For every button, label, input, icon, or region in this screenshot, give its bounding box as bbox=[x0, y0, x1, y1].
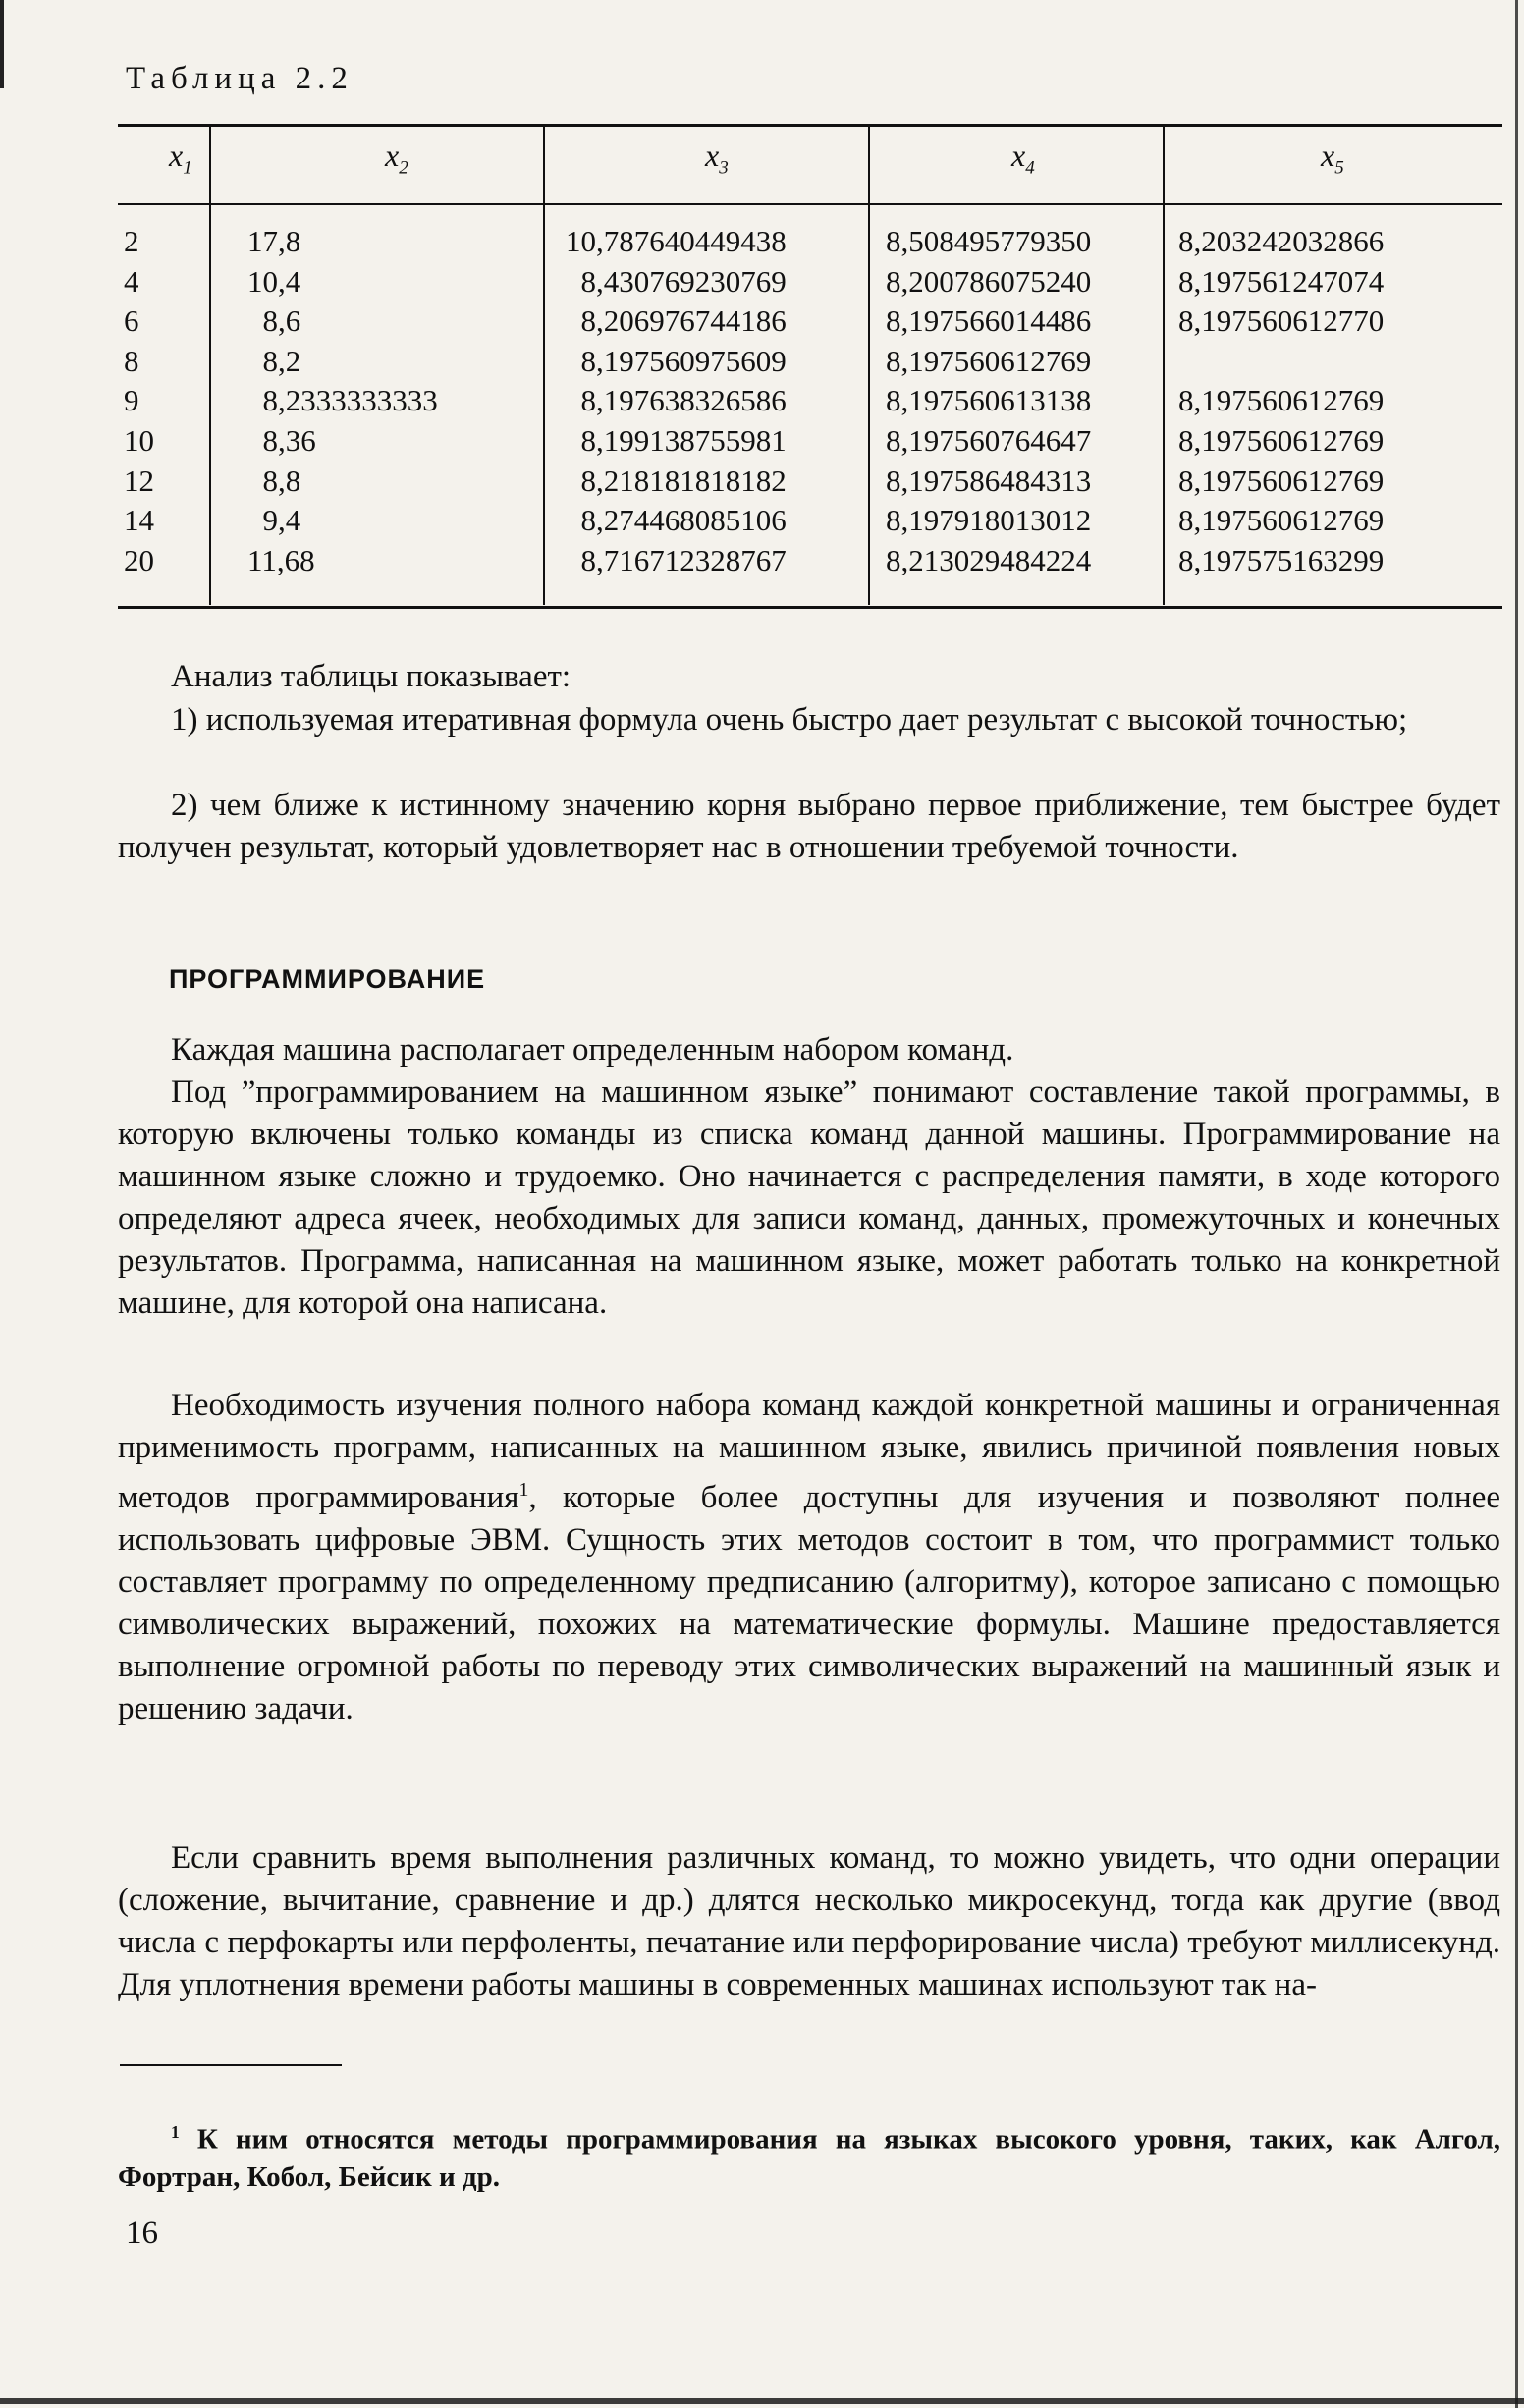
paragraph-2: Под ”программированием на машинном языке” понимают составление такой программы, в которую включены только команды из списка команд данной машины. Программирование на машинном языке сложно и трудоемко. Оно начинается с распределения памяти, в ходе которого определяют адреса ячеек, необходимых для записи команд, данных, промежуточных и конечных результатов. Программа, написанная на машинном языке, может работать только на конкретной машине, для которой она написана. bbox=[118, 1074, 1500, 1321]
table-header-x2: $x_2$ bbox=[385, 137, 408, 179]
table-header-x5: $x_5$ bbox=[1321, 137, 1344, 179]
table-header-x3: $x_3$ bbox=[705, 137, 729, 179]
table-column-divider bbox=[543, 126, 545, 605]
table-column-x4: 8,508495779350 8,200786075240 8,197566014486 8,197560612769 8,197560613138 8,197560764647 8,197586484313 8,197918013012 8,213029484224 bbox=[886, 224, 1092, 577]
table-header-x4: $x_4$ bbox=[1011, 137, 1035, 179]
scan-edge-right bbox=[1515, 0, 1518, 2408]
scan-edge-left bbox=[0, 0, 4, 88]
page-number: 16 bbox=[126, 2216, 158, 2251]
paragraph-4: Если сравнить время выполнения различных команд, то можно увидеть, что одни операции (сложение, вычитание, сравнение и др.) длятся несколько микросекунд, тогда как другие (ввод числа с перфокарты или перфоленты, печатание или перфорирование числа) требуют миллисекунд. Для уплотнения времени работы машины в современных машинах используют так на- bbox=[118, 1840, 1500, 2002]
analysis-item-2: 2) чем ближе к истинному значению корня выбрано первое приближение, тем быстрее будет получен результат, который удовлетворяет нас в отношении требуемой точности. bbox=[118, 788, 1500, 865]
paragraph-3: Необходимость изучения полного набора команд каждой конкретной машины и ограниченная применимость программ, написанных на машинном языке, явились причиной появления новых методов программирования$^1$, которые более доступны для изучения и позволяют полнее использовать цифровые ЭВМ. Сущность этих методов состоит в том, что программист только составляет программу по определенному предписанию (алгоритму), которое записано с помощью символических выражений, похожих на математические формулы. Машине предоставляется выполнение огромной работы по переводу этих символических выражений на машинный язык и решению задачи. bbox=[118, 1388, 1500, 1726]
analysis-item-1: 1) используемая итеративная формула очень быстро дает результат с высокой точностью; bbox=[171, 702, 1408, 738]
table-column-divider bbox=[1163, 126, 1165, 605]
table-column-divider bbox=[209, 126, 211, 605]
footnote-ref: 1 bbox=[518, 1479, 529, 1501]
footnote: $^1$ К ним относятся методы программирования на языках высокого уровня, таких, как Алгол, Фортран, Кобол, Бейсик и др. bbox=[118, 2122, 1501, 2193]
section-heading: ПРОГРАММИРОВАНИЕ bbox=[169, 964, 486, 994]
table-column-divider bbox=[868, 126, 870, 605]
paragraph-1: Каждая машина располагает определенным набором команд. bbox=[171, 1032, 1014, 1067]
footnote-rule bbox=[120, 2064, 342, 2066]
table-column-x1: 2 4 6 8 9 10 12 14 20 bbox=[124, 224, 154, 577]
analysis-intro: Анализ таблицы показывает: bbox=[171, 659, 572, 694]
table-column-x5: 8,203242032866 8,197561247074 8,197560612770 8,197560612769 8,197560612769 8,197560612769 8,197560612769 8,197575163299 bbox=[1178, 224, 1385, 577]
table-bottom-rule bbox=[118, 606, 1502, 609]
table-column-x3: 10,787640449438 8,430769230769 8,206976744186 8,197560975609 8,197638326586 8,199138755981 8,218181818182 8,274468085106 8,716712328767 bbox=[566, 224, 787, 577]
scan-edge-bottom bbox=[0, 2398, 1524, 2404]
table-top-rule bbox=[118, 124, 1502, 127]
table-header-rule bbox=[118, 203, 1502, 205]
table-header-x1: $x_1$ bbox=[169, 137, 192, 179]
table-caption: Таблица 2.2 bbox=[126, 61, 354, 96]
table-column-x2: 17,8 10,4 8,6 8,2 8,2333333333 8,36 8,8 9,4 11,68 bbox=[247, 224, 438, 577]
